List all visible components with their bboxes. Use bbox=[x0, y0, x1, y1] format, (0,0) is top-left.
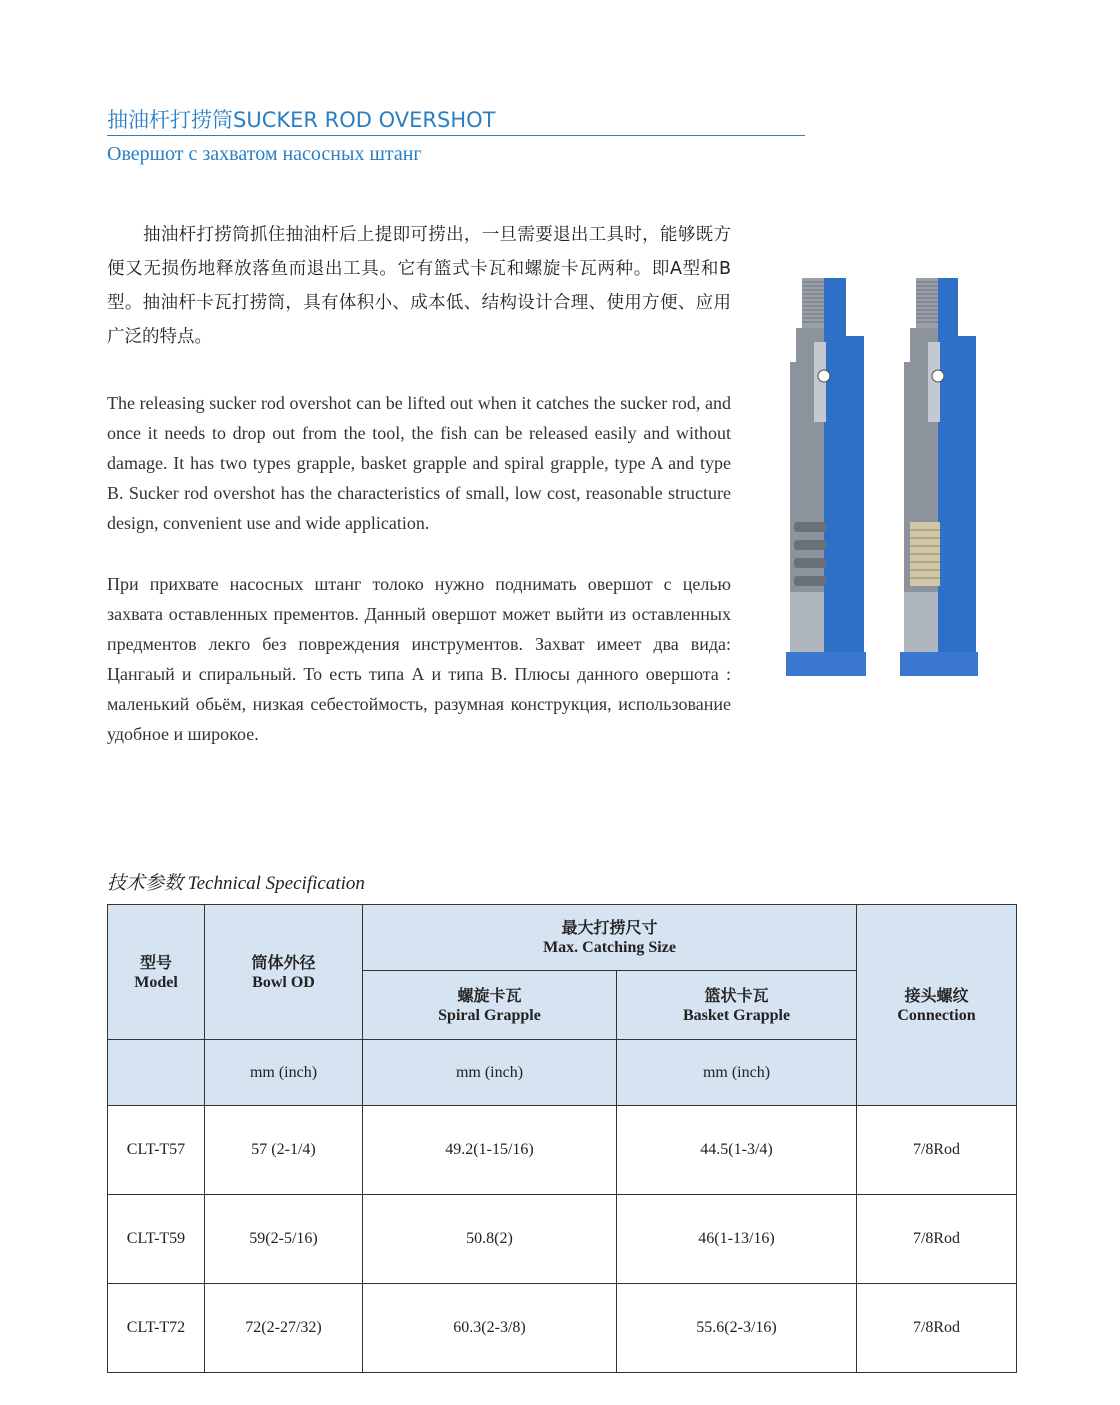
intro-paragraph-en: The releasing sucker rod overshot can be lifted out when it catches the sucker rod, and once it needs to drop out from the tool, the fish can be released easily and without damage. It has two types grapple, basket grapple and spiral grapple, type A and type B. Sucker rod overshot has the characteristics of small, low cost, reasonable structure design, convenient use and wide application. bbox=[107, 393, 731, 533]
cell-basket: 55.6(2-3/16) bbox=[617, 1284, 857, 1373]
cell-connection: 7/8Rod bbox=[857, 1195, 1017, 1284]
spec-table bbox=[107, 904, 1017, 1373]
cell-model: CLT-T57 bbox=[108, 1106, 205, 1195]
table-row bbox=[108, 1106, 1017, 1195]
basket-grapple-tool bbox=[900, 278, 978, 676]
cell-spiral: 49.2(1-15/16) bbox=[363, 1106, 617, 1195]
header-connection: 接头螺纹 Connection bbox=[857, 905, 1017, 1106]
title-divider bbox=[107, 135, 805, 136]
cell-basket: 46(1-13/16) bbox=[617, 1195, 857, 1284]
unit-bowl: mm (inch) bbox=[205, 1040, 363, 1106]
table-row bbox=[108, 1284, 1017, 1373]
header-bowl-od: 筒体外径 Bowl OD bbox=[205, 905, 363, 1040]
unit-model-empty bbox=[108, 1040, 205, 1106]
cell-spiral: 50.8(2) bbox=[363, 1195, 617, 1284]
intro-paragraph-ru: При прихвате насосных штанг толоко нужно поднимать овершот с целью захвата оставленных прементов. Данный овершот может выйти из оставленных предментов лекго без повреждения инструментов. Захват имеет два вида: Цангаый и спиральный. То есть типа А и типа B. Плюсы данного овершота : маленький обьём, низкая себестоймость, разумная конструкция, использование удобное и широкое. bbox=[107, 574, 731, 744]
cell-spiral: 60.3(2-3/8) bbox=[363, 1284, 617, 1373]
cell-model: CLT-T72 bbox=[108, 1284, 205, 1373]
table-row bbox=[108, 1195, 1017, 1284]
cell-bowl-od: 57 (2-1/4) bbox=[205, 1106, 363, 1195]
unit-spiral: mm (inch) bbox=[363, 1040, 617, 1106]
cell-connection: 7/8Rod bbox=[857, 1284, 1017, 1373]
header-spiral-grapple: 螺旋卡瓦 Spiral Grapple bbox=[363, 971, 617, 1040]
intro-paragraph-cn: 抽油杆打捞筒抓住抽油杆后上提即可捞出，一旦需要退出工具时，能够既方便又无损伤地释放落鱼而退出工具。它有篮式卡瓦和螺旋卡瓦两种。即A型和B型。抽油杆卡瓦打捞筒，具有体积小、成本低、结构设计合理、使用方便、应用广泛的特点。 bbox=[107, 225, 731, 347]
page-title-cn-en: 抽油杆打捞筒SUCKER ROD OVERSHOT bbox=[107, 108, 496, 132]
header-max-catching-size: 最大打捞尺寸 Max. Catching Size bbox=[363, 905, 857, 971]
cell-model: CLT-T59 bbox=[108, 1195, 205, 1284]
spec-heading: 技术参数 Technical Specification bbox=[107, 873, 365, 894]
header-basket-grapple: 篮状卡瓦 Basket Grapple bbox=[617, 971, 857, 1040]
spiral-grapple-tool bbox=[786, 278, 866, 676]
cell-bowl-od: 72(2-27/32) bbox=[205, 1284, 363, 1373]
cell-connection: 7/8Rod bbox=[857, 1106, 1017, 1195]
page-title-ru: Овершот с захватом насосных штанг bbox=[107, 143, 422, 165]
unit-basket: mm (inch) bbox=[617, 1040, 857, 1106]
header-model: 型号 Model bbox=[108, 905, 205, 1040]
cell-bowl-od: 59(2-5/16) bbox=[205, 1195, 363, 1284]
cell-basket: 44.5(1-3/4) bbox=[617, 1106, 857, 1195]
overshot-tool-illustration bbox=[780, 272, 980, 682]
